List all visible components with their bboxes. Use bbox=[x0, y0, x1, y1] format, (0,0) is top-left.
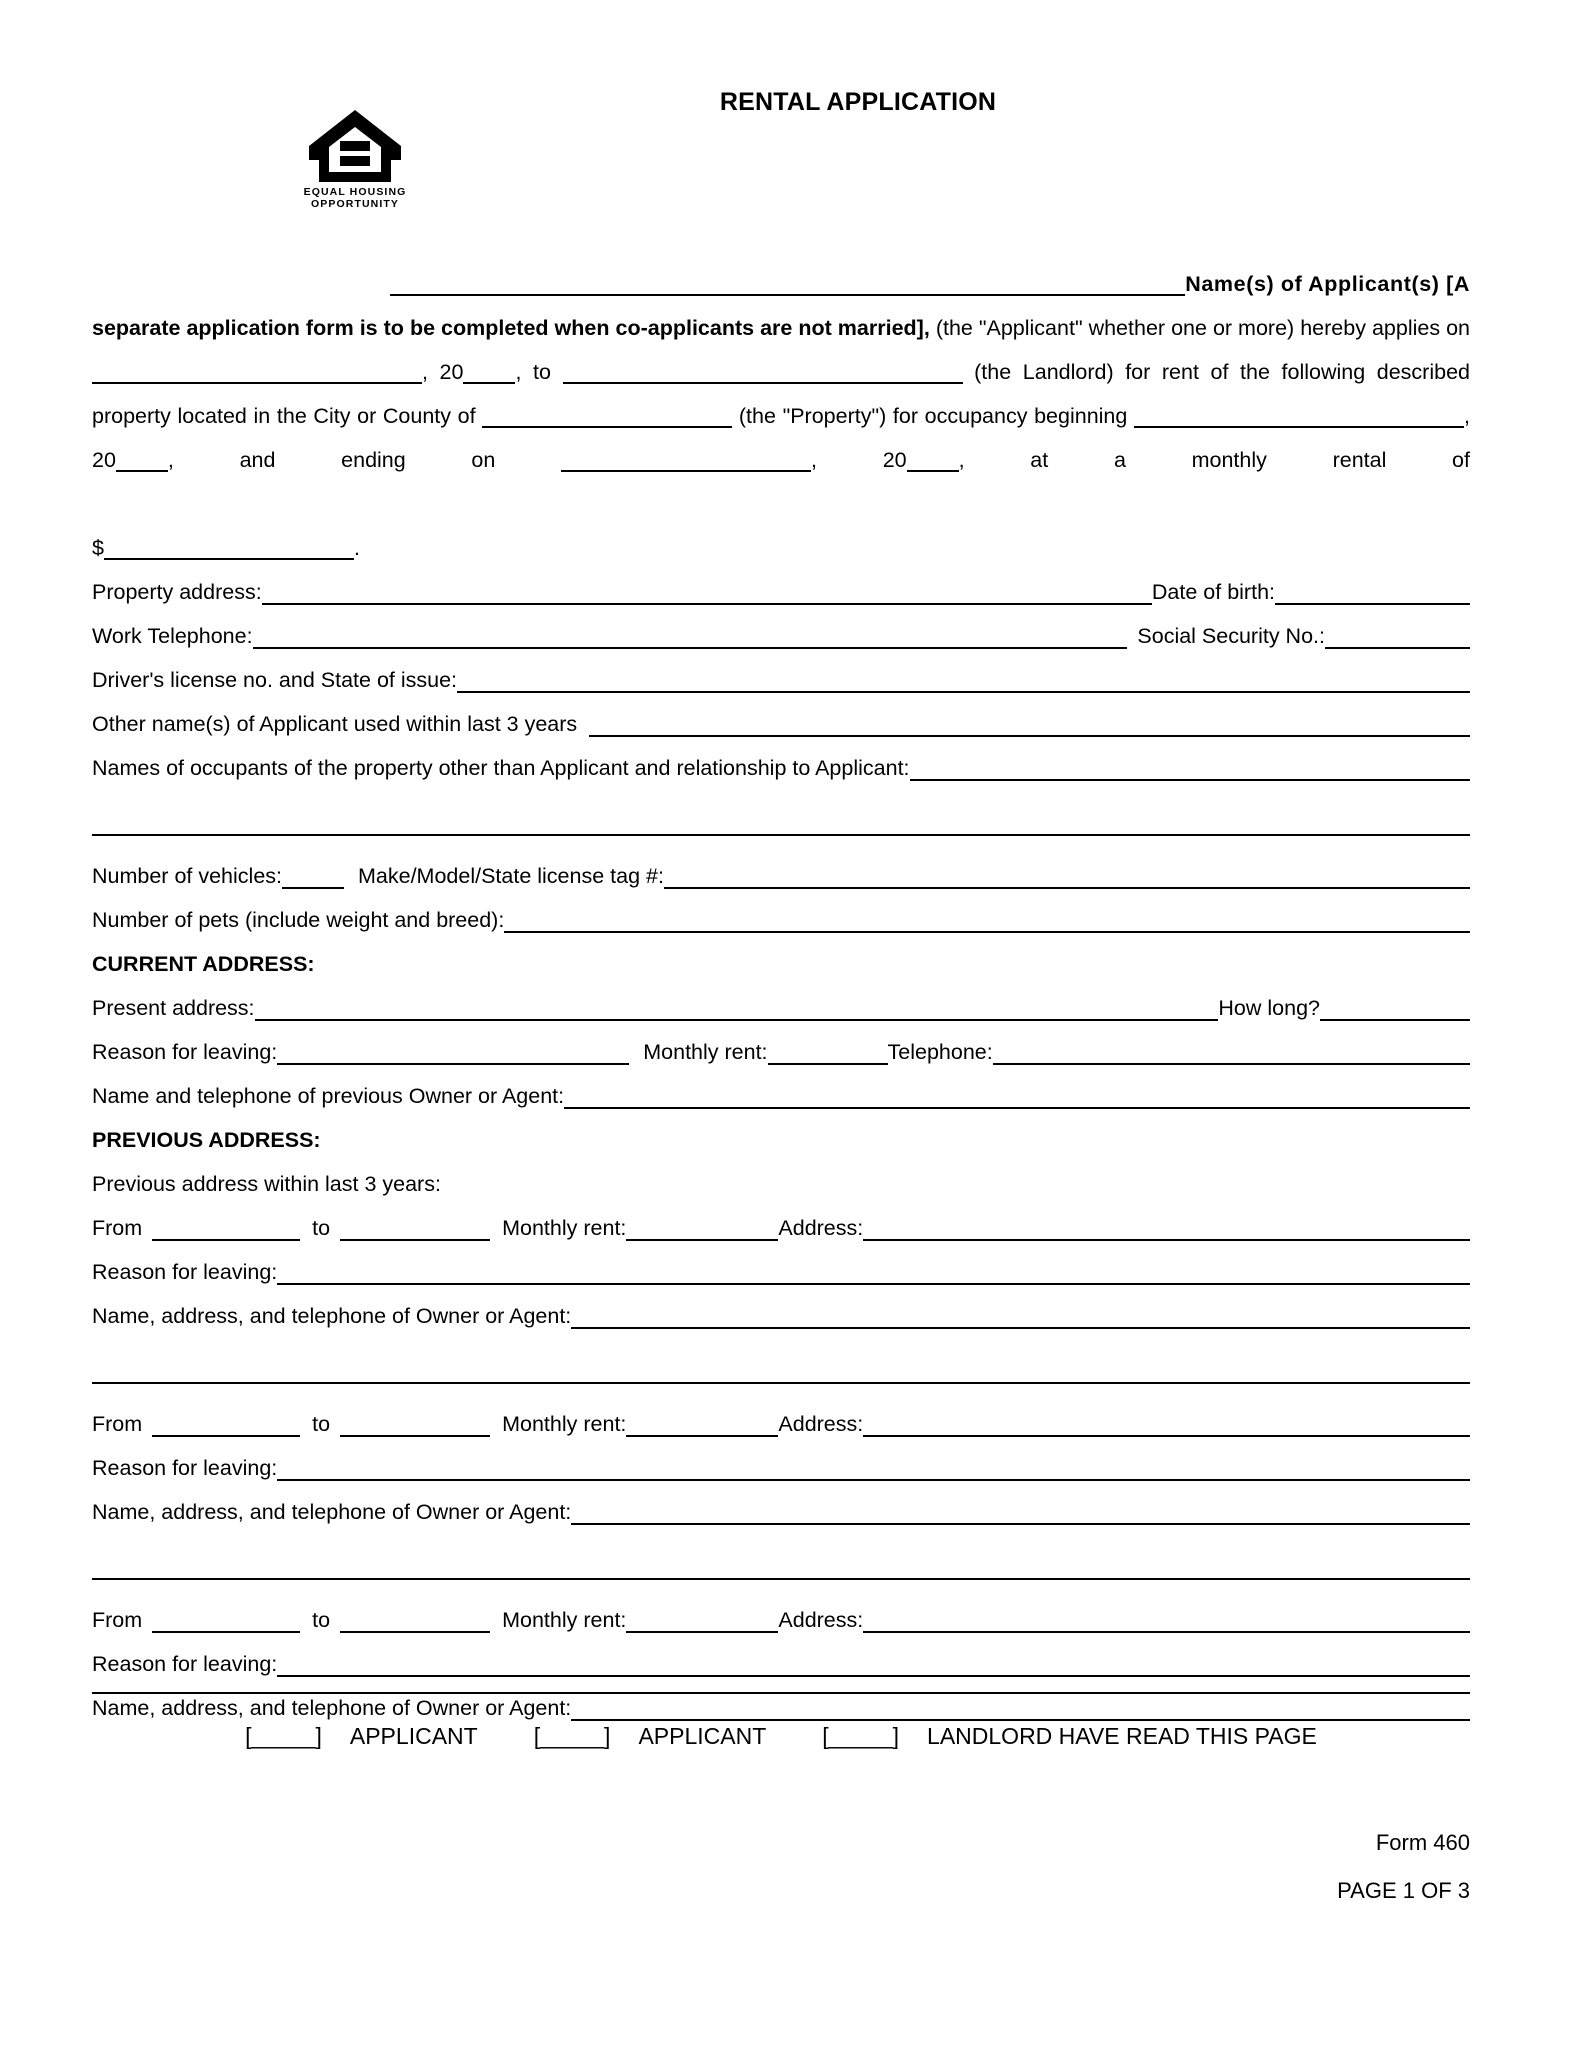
from-blank-3[interactable] bbox=[152, 1607, 300, 1633]
form-number: Form 460 bbox=[1375, 1830, 1470, 1855]
other-names-blank[interactable] bbox=[589, 711, 1470, 737]
present-address-label: Present address: bbox=[92, 996, 255, 1020]
date-of-birth-blank[interactable] bbox=[1275, 579, 1470, 605]
number-of-vehicles-label: Number of vehicles: bbox=[92, 864, 282, 888]
applicant-2-label: APPLICANT bbox=[638, 1723, 767, 1749]
previous-owner-row bbox=[92, 1074, 1470, 1118]
intro-comma-20-b: , 20 bbox=[92, 404, 1470, 472]
owner-agent-blank-3[interactable] bbox=[571, 1695, 1470, 1721]
intro-comma-to: , to bbox=[515, 360, 563, 384]
monthly-rent-label-3: Monthly rent: bbox=[502, 1608, 627, 1632]
current-address-heading: CURRENT ADDRESS: bbox=[92, 952, 315, 976]
occupancy-begin-blank[interactable] bbox=[1134, 402, 1464, 428]
monthly-rent-blank-1[interactable] bbox=[626, 1215, 778, 1241]
reason-label-2: Reason for leaving: bbox=[92, 1456, 278, 1480]
intro-text bbox=[92, 306, 1470, 526]
property-address-blank[interactable] bbox=[262, 579, 1152, 605]
equal-housing-logo bbox=[290, 108, 420, 210]
intro-landlord-tail: (the Landlord) for rent of the following described property located in the City or County of bbox=[92, 360, 1470, 428]
vehicles-row bbox=[92, 854, 1470, 898]
property-address-label: Property address: bbox=[92, 580, 262, 604]
work-telephone-label: Work Telephone: bbox=[92, 624, 253, 648]
occupants-blank[interactable] bbox=[910, 755, 1470, 781]
address-label-3: Address: bbox=[778, 1608, 864, 1632]
to-label-1: to bbox=[312, 1216, 331, 1240]
owner-agent-blank-2[interactable] bbox=[571, 1499, 1470, 1525]
previous-entry-2-from-row bbox=[92, 1402, 1470, 1446]
address-blank-1[interactable] bbox=[863, 1215, 1470, 1241]
other-names-label: Other name(s) of Applicant used within last 3 years bbox=[92, 712, 578, 736]
current-reason-blank[interactable] bbox=[277, 1039, 629, 1065]
occupancy-end-year-blank[interactable] bbox=[907, 446, 959, 472]
applicant-1-label: APPLICANT bbox=[349, 1723, 478, 1749]
entry-1-spacer bbox=[92, 1338, 1470, 1382]
reason-blank-2[interactable] bbox=[277, 1455, 1470, 1481]
intro-paragraph bbox=[92, 262, 1470, 570]
page-title: RENTAL APPLICATION bbox=[719, 88, 997, 116]
current-monthly-rent-blank[interactable] bbox=[768, 1039, 888, 1065]
to-blank-3[interactable] bbox=[340, 1607, 490, 1633]
make-model-tag-label: Make/Model/State license tag #: bbox=[358, 864, 664, 888]
separate-application-bold: separate application form is to be completed when co-applicants are not married], bbox=[92, 316, 930, 340]
address-blank-3[interactable] bbox=[863, 1607, 1470, 1633]
previous-entry-2-owner-row bbox=[92, 1490, 1470, 1534]
previous-address-subheading: Previous address within last 3 years: bbox=[92, 1172, 441, 1196]
to-label-3: to bbox=[312, 1608, 331, 1632]
reason-blank-1[interactable] bbox=[277, 1259, 1470, 1285]
property-address-row bbox=[92, 570, 1470, 614]
monthly-rent-label-1: Monthly rent: bbox=[502, 1216, 627, 1240]
present-address-blank[interactable] bbox=[255, 995, 1219, 1021]
owner-agent-label-1: Name, address, and telephone of Owner or Agent: bbox=[92, 1304, 572, 1328]
entry-1-continuation-rule[interactable] bbox=[92, 1382, 1470, 1384]
monthly-rent-amount-blank[interactable] bbox=[104, 534, 354, 560]
drivers-license-blank[interactable] bbox=[457, 667, 1470, 693]
drivers-license-label: Driver's license no. and State of issue: bbox=[92, 668, 458, 692]
intro-and-ending: , and ending on bbox=[167, 448, 562, 472]
address-blank-2[interactable] bbox=[863, 1411, 1470, 1437]
current-reason-row bbox=[92, 1030, 1470, 1074]
previous-owner-label: Name and telephone of previous Owner or Agent: bbox=[92, 1084, 565, 1108]
number-of-vehicles-blank[interactable] bbox=[282, 863, 344, 889]
intro-monthly-tail: , at a monthly rental of bbox=[958, 448, 1470, 472]
social-security-label: Social Security No.: bbox=[1137, 624, 1325, 648]
date-of-birth-label: Date of birth: bbox=[1151, 580, 1275, 604]
owner-agent-label-2: Name, address, and telephone of Owner or Agent: bbox=[92, 1500, 572, 1524]
landlord-label: LANDLORD HAVE READ THIS PAGE bbox=[927, 1723, 1317, 1749]
current-monthly-rent-label: Monthly rent: bbox=[643, 1040, 768, 1064]
logo-text-line-1: EQUAL HOUSING bbox=[303, 186, 407, 198]
previous-owner-blank[interactable] bbox=[564, 1083, 1470, 1109]
occupants-row bbox=[92, 746, 1470, 790]
previous-entry-1-from-row bbox=[92, 1206, 1470, 1250]
reason-label-3: Reason for leaving: bbox=[92, 1652, 278, 1676]
current-telephone-label: Telephone: bbox=[887, 1040, 993, 1064]
previous-entry-3-from-row bbox=[92, 1598, 1470, 1642]
how-long-label: How long? bbox=[1218, 996, 1320, 1020]
page-number: PAGE 1 OF 3 bbox=[1337, 1878, 1470, 1903]
present-address-row bbox=[92, 986, 1470, 1030]
occupants-label: Names of occupants of the property other than Applicant and relationship to Applicant: bbox=[92, 756, 910, 780]
number-of-pets-blank[interactable] bbox=[504, 907, 1470, 933]
occupants-spacer bbox=[92, 790, 1470, 834]
application-year-blank[interactable] bbox=[463, 358, 515, 384]
monthly-rent-blank-2[interactable] bbox=[626, 1411, 778, 1437]
landlord-initial-box[interactable]: [_____] bbox=[822, 1723, 900, 1749]
make-model-tag-blank[interactable] bbox=[664, 863, 1470, 889]
dollar-sign: $ bbox=[92, 536, 104, 560]
current-telephone-blank[interactable] bbox=[993, 1039, 1470, 1065]
sentence-period: . bbox=[353, 536, 360, 560]
monthly-rent-amount-line bbox=[92, 526, 1470, 570]
reason-label-1: Reason for leaving: bbox=[92, 1260, 278, 1284]
pets-row bbox=[92, 898, 1470, 942]
monthly-rent-blank-3[interactable] bbox=[626, 1607, 778, 1633]
landlord-name-blank[interactable] bbox=[563, 358, 963, 384]
applicant-name-label: Name(s) of Applicant(s) [A bbox=[1185, 272, 1470, 296]
previous-entry-1-reason-row bbox=[92, 1250, 1470, 1294]
intro-after-bold: (the "Applicant" whether one or more) hereby applies on bbox=[929, 316, 1470, 340]
form-body bbox=[92, 262, 1470, 1730]
entry-2-spacer bbox=[92, 1534, 1470, 1578]
applicant-2-initial-box[interactable]: [_____] bbox=[533, 1723, 611, 1749]
other-names-row bbox=[92, 702, 1470, 746]
to-blank-2[interactable] bbox=[340, 1411, 490, 1437]
from-label-1: From bbox=[92, 1216, 143, 1240]
equal-housing-opportunity-icon bbox=[307, 108, 403, 186]
from-blank-2[interactable] bbox=[152, 1411, 300, 1437]
owner-agent-blank-1[interactable] bbox=[571, 1303, 1470, 1329]
occupancy-begin-year-blank[interactable] bbox=[116, 446, 168, 472]
application-date-blank[interactable] bbox=[92, 358, 422, 384]
from-blank-1[interactable] bbox=[152, 1215, 300, 1241]
current-reason-label: Reason for leaving: bbox=[92, 1040, 278, 1064]
intro-comma-20-c: , 20 bbox=[811, 448, 907, 472]
previous-entry-1-owner-row bbox=[92, 1294, 1470, 1338]
work-telephone-blank[interactable] bbox=[253, 623, 1128, 649]
from-label-2: From bbox=[92, 1412, 143, 1436]
drivers-license-row bbox=[92, 658, 1470, 702]
to-label-2: to bbox=[312, 1412, 331, 1436]
work-telephone-row bbox=[92, 614, 1470, 658]
previous-entry-3-reason-row bbox=[92, 1642, 1470, 1686]
from-label-3: From bbox=[92, 1608, 143, 1632]
monthly-rent-label-2: Monthly rent: bbox=[502, 1412, 627, 1436]
applicant-names-blank[interactable] bbox=[390, 268, 1185, 296]
city-county-blank[interactable] bbox=[482, 402, 732, 428]
address-label-2: Address: bbox=[778, 1412, 864, 1436]
intro-property-tail: (the "Property") for occupancy beginning bbox=[732, 404, 1135, 428]
address-label-1: Address: bbox=[778, 1216, 864, 1240]
entry-2-continuation-rule[interactable] bbox=[92, 1578, 1470, 1580]
number-of-pets-label: Number of pets (include weight and breed): bbox=[92, 908, 505, 932]
occupancy-end-blank[interactable] bbox=[561, 446, 811, 472]
logo-text-line-2: OPPORTUNITY bbox=[311, 198, 399, 210]
document-header bbox=[0, 0, 1583, 250]
entry-3-continuation-rule[interactable] bbox=[92, 1692, 1470, 1694]
reason-blank-3[interactable] bbox=[277, 1651, 1470, 1677]
initials-line bbox=[92, 1723, 1470, 1750]
applicant-1-initial-box[interactable]: [_____] bbox=[245, 1723, 322, 1749]
intro-comma-20-a: , 20 bbox=[422, 360, 464, 384]
owner-agent-label-3: Name, address, and telephone of Owner or Agent: bbox=[92, 1696, 572, 1720]
occupants-continuation-rule[interactable] bbox=[92, 834, 1470, 836]
to-blank-1[interactable] bbox=[340, 1215, 490, 1241]
how-long-blank[interactable] bbox=[1320, 995, 1470, 1021]
previous-address-heading: PREVIOUS ADDRESS: bbox=[92, 1128, 321, 1152]
applicant-name-line bbox=[92, 262, 1470, 306]
previous-entry-2-reason-row bbox=[92, 1446, 1470, 1490]
social-security-blank[interactable] bbox=[1325, 623, 1470, 649]
